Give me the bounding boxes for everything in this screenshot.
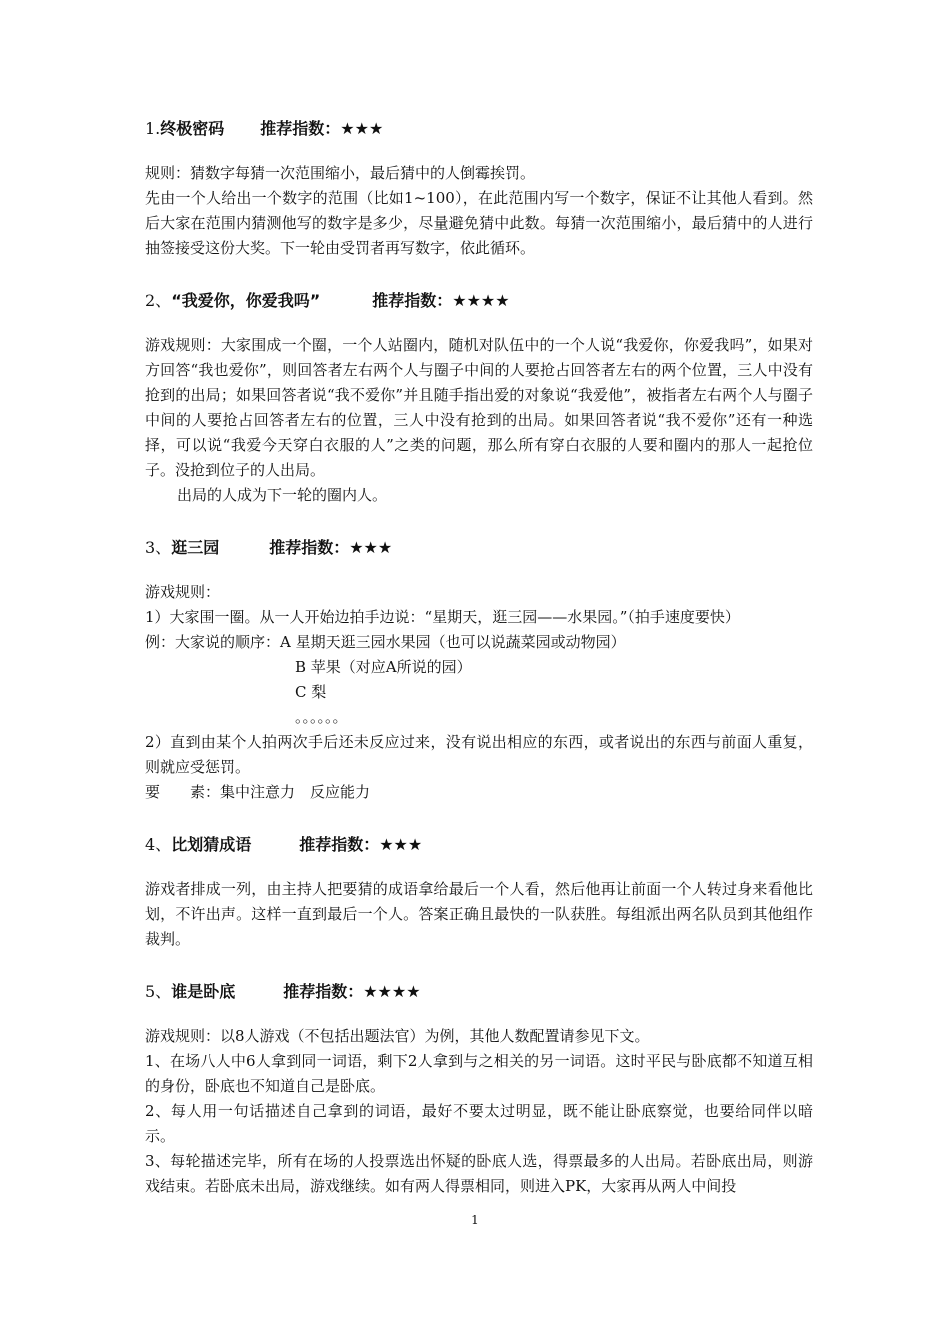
section-number: 4、 [145, 835, 172, 854]
section-title: 终极密码 [160, 119, 225, 138]
rating: 推荐指数：★★★ [269, 538, 393, 557]
section-4-heading [145, 831, 813, 859]
paragraph: 游戏规则：以8人游戏（不包括出题法官）为例，其他人数配置请参见下文。 [145, 1027, 650, 1045]
rating: 推荐指数：★★★★ [283, 982, 421, 1001]
paragraph: 游戏者排成一列，由主持人把要猜的成语拿给最后一个人看，然后他再让前面一个人转过身来看他比划，不许出声。这样一直到最后一个人。答案正确且最快的一队获胜。每组派出两名队员到其他组作裁判。 [145, 880, 813, 948]
section-1-heading [145, 115, 813, 143]
paragraph: 出局的人成为下一轮的圈内人。 [177, 486, 388, 504]
paragraph: 游戏规则： [145, 583, 221, 601]
section-number: 5、 [145, 982, 172, 1001]
paragraph: 3、每轮描述完毕，所有在场的人投票选出怀疑的卧底人选，得票最多的人出局。若卧底出局，则游戏结束。若卧底未出局，游戏继续。如有两人得票相同，则进入PK，大家再从两人中间投 [145, 1152, 813, 1195]
example-ellipsis: 。。。。。。 [295, 708, 348, 726]
example-item: A 星期天逛三园水果园（也可以说蔬菜园或动物园） [280, 633, 626, 651]
paragraph: 1）大家围一圈。从一人开始边拍手边说：“星期天，逛三园——水果园。”（拍手速度要快） [145, 608, 740, 626]
example-row [145, 630, 813, 655]
section-number: 2、 [145, 291, 172, 310]
example-item: B 苹果（对应A所说的园） [295, 658, 472, 676]
document-body [145, 115, 813, 1199]
paragraph: 要 素：集中注意力 反应能力 [145, 783, 371, 801]
paragraph: 先由一个人给出一个数字的范围（比如1~100），在此范围内写一个数字，保证不让其他人看到。然后大家在范围内猜测他写的数字是多少，尽量避免猜中此数。每猜一次范围缩小，最后猜中的人进行抽签接受这份大奖。下一轮由受罚者再写数字，依此循环。 [145, 189, 813, 257]
example-item: C 梨 [295, 683, 327, 701]
section-2-heading [145, 287, 813, 315]
rating: 推荐指数：★★★ [299, 835, 423, 854]
paragraph: 2）直到由某个人拍两次手后还未反应过来，没有说出相应的东西，或者说出的东西与前面人重复，则就应受惩罚。 [145, 733, 813, 776]
section-title: “我爱你，你爱我吗” [171, 291, 321, 310]
section-number: 3、 [145, 538, 172, 557]
page-number: 1 [471, 1213, 479, 1227]
section-title: 比划猜成语 [171, 835, 252, 854]
paragraph: 2、每人用一句话描述自己拿到的词语，最好不要太过明显，既不能让卧底察觉，也要给同伴以暗示。 [145, 1102, 813, 1145]
example-label: 例：大家说的顺序： [145, 633, 281, 651]
paragraph: 规则：猜数字每猜一次范围缩小，最后猜中的人倒霉挨罚。 [145, 164, 536, 182]
section-number: 1. [145, 119, 161, 138]
rating: 推荐指数：★★★★ [372, 291, 510, 310]
paragraph: 1、在场八人中6人拿到同一词语，剩下2人拿到与之相关的另一词语。这时平民与卧底都不知道互相的身份，卧底也不知道自己是卧底。 [145, 1052, 813, 1095]
rating: 推荐指数：★★★ [260, 119, 384, 138]
section-title: 逛三园 [171, 538, 220, 557]
paragraph: 游戏规则：大家围成一个圈，一个人站圈内，随机对队伍中的一个人说“我爱你，你爱我吗”，如果对方回答“我也爱你”，则回答者左右两个人与圈子中间的人要抢占回答者左右的两个位置，三人中没有抢到的出局；如果回答者说“我不爱你”并且随手指出爱的对象说“我爱他”，被指者左右两个人与圈子中间的人要抢占回答者左右的位置，三人中没有抢到的出局。如果回答者说“我不爱你”还有一种选择，可以说“我爱今天穿白衣服的人”之类的问题，那么所有穿白衣服的人要和圈内的那人一起抢位子。没抢到位子的人出局。 [145, 336, 813, 479]
section-title: 谁是卧底 [171, 982, 236, 1001]
section-3-heading [145, 534, 813, 562]
section-5-heading [145, 978, 813, 1006]
